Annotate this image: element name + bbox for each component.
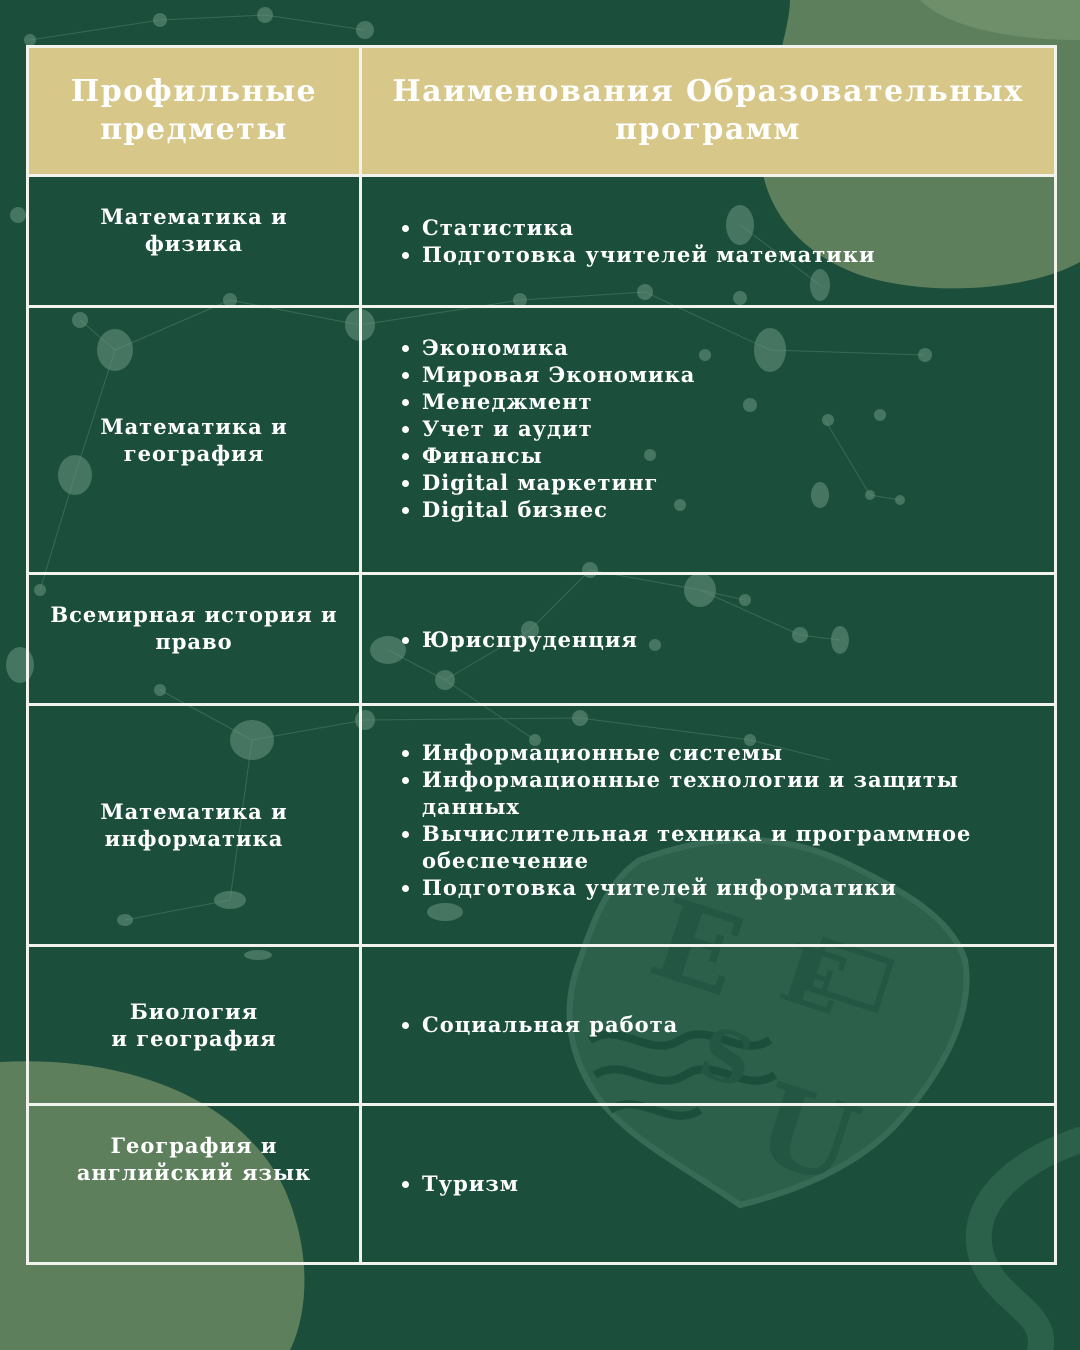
svg-text:U: U xyxy=(741,1057,873,1211)
program-item: Информационные технологии и защиты данных xyxy=(422,766,1044,820)
table-row xyxy=(28,176,1056,307)
program-item: Учет и аудит xyxy=(422,415,1044,442)
svg-text:E: E xyxy=(769,925,857,1034)
program-item: Мировая Экономика xyxy=(422,361,1044,388)
subject-cell xyxy=(28,705,361,945)
program-item: Информационные системы xyxy=(422,739,1044,766)
programs-cell xyxy=(361,705,1056,945)
header-row xyxy=(28,47,1056,176)
program-item: Подготовка учителей информатики xyxy=(422,874,1044,901)
subject-label: Биология и география xyxy=(111,998,277,1051)
header-programs: Наименования Образовательных программ xyxy=(361,47,1056,176)
program-item: Digital маркетинг xyxy=(422,469,1044,496)
subject-cell xyxy=(28,1104,361,1263)
program-item: Менеджмент xyxy=(422,388,1044,415)
programs-cell xyxy=(361,307,1056,574)
subject-label: Математика и информатика xyxy=(100,799,288,852)
subject-cell xyxy=(28,307,361,574)
program-list xyxy=(400,214,1044,268)
subject-label: География и английский язык xyxy=(76,1132,312,1185)
programs-cell xyxy=(361,945,1056,1104)
programs-cell xyxy=(361,574,1056,705)
program-list xyxy=(400,1011,1044,1038)
header-subjects: Профильные предметы xyxy=(28,47,361,176)
table-row xyxy=(28,705,1056,945)
programs-cell xyxy=(361,176,1056,307)
subject-label: Всемирная история и право xyxy=(50,602,338,655)
program-item: Экономика xyxy=(422,334,1044,361)
subject-cell xyxy=(28,574,361,705)
subject-cell xyxy=(28,176,361,307)
program-item: Туризм xyxy=(422,1170,1044,1197)
table-row xyxy=(28,574,1056,705)
programs-table xyxy=(26,45,1057,1265)
program-list xyxy=(400,626,1044,653)
svg-text:E: E xyxy=(637,873,757,1022)
subject-label: Математика и география xyxy=(100,414,288,467)
programs-cell xyxy=(361,1104,1056,1263)
program-item: Статистика xyxy=(422,214,1044,241)
program-item: Юриспруденция xyxy=(422,626,1044,653)
subject-cell xyxy=(28,945,361,1104)
program-list xyxy=(400,334,1044,523)
program-item: Вычислительная техника и программное обеспечение xyxy=(422,820,1044,874)
table-row xyxy=(28,945,1056,1104)
svg-text:S: S xyxy=(689,1010,764,1105)
program-item: Подготовка учителей математики xyxy=(422,241,1044,268)
table-row xyxy=(28,307,1056,574)
table-row xyxy=(28,1104,1056,1263)
subject-label: Математика и физика xyxy=(100,204,288,256)
program-item: Социальная работа xyxy=(422,1011,1044,1038)
program-list xyxy=(400,1170,1044,1197)
program-item: Digital бизнес xyxy=(422,496,1044,523)
program-list xyxy=(400,739,1044,901)
program-item: Финансы xyxy=(422,442,1044,469)
